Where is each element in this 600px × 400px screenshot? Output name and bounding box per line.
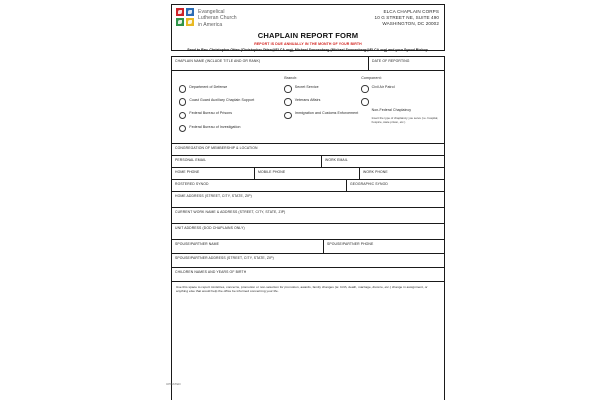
work-email-field[interactable] bbox=[322, 156, 443, 167]
selection-area bbox=[172, 71, 444, 143]
congregation-field[interactable] bbox=[172, 144, 443, 155]
spouse-address-row bbox=[172, 254, 444, 268]
corps-address-line-1: ELCA CHAPLAIN CORPS bbox=[383, 9, 439, 14]
corps-address-line-3: WASHINGTON, DC 20002 bbox=[382, 21, 439, 27]
radio-icon[interactable] bbox=[179, 85, 186, 92]
name-date-row bbox=[172, 57, 444, 71]
option-label: Federal Bureau of Investigation bbox=[189, 124, 241, 129]
option-federal-bureau-of-investigation[interactable] bbox=[179, 125, 284, 133]
home-address-label: HOME ADDRESS (STREET, CITY, STATE, ZIP) bbox=[175, 193, 252, 198]
option-immigration-customs-enforcement[interactable] bbox=[284, 111, 361, 119]
home-phone-field[interactable] bbox=[172, 168, 255, 179]
home-address-field[interactable] bbox=[172, 192, 443, 207]
phone-row bbox=[172, 168, 444, 180]
email-row bbox=[172, 156, 444, 168]
option-secret-service[interactable] bbox=[284, 85, 361, 93]
option-label: Veterans Affairs bbox=[294, 98, 321, 103]
geographic-synod-field[interactable] bbox=[347, 180, 443, 191]
branch-heading: Branch: bbox=[284, 76, 298, 80]
logo-line-2: Lutheran Church bbox=[198, 15, 237, 22]
spouse-address-label: SPOUSE/PARTNER ADDRESS (STREET, CITY, STATE, ZIP) bbox=[175, 255, 274, 260]
logo-line-1: Evangelical bbox=[198, 9, 225, 15]
rostered-synod-field[interactable] bbox=[172, 180, 347, 191]
work-phone-label: WORK PHONE bbox=[363, 169, 388, 174]
elca-logo-icon bbox=[176, 8, 195, 27]
option-sublabel: Insert the type of chaplaincy you serve (i.e. hospital, hospice, state prison, etc.) bbox=[371, 116, 439, 124]
home-address-row bbox=[172, 192, 444, 207]
corps-address-line-2: 10 G STREET NE, SUITE 490 bbox=[374, 15, 439, 21]
option-label: Immigration and Customs Enforcement bbox=[294, 111, 359, 116]
spouse-name-label: SPOUSE/PARTNER NAME bbox=[175, 241, 219, 246]
logo-line-3: in America bbox=[198, 21, 223, 28]
option-label: Secret Service bbox=[294, 85, 319, 89]
date-of-reporting-label: DATE OF REPORTING bbox=[372, 59, 410, 63]
children-label: CHILDREN NAMES AND YEARS OF BIRTH bbox=[175, 269, 247, 274]
unit-address-field[interactable] bbox=[172, 224, 443, 239]
unit-address-row bbox=[172, 224, 444, 239]
work-email-label: WORK EMAIL bbox=[325, 157, 348, 162]
section-membership bbox=[172, 144, 444, 208]
radio-icon[interactable] bbox=[284, 85, 291, 92]
header-top-row bbox=[172, 5, 444, 31]
corps-address bbox=[375, 9, 439, 28]
work-phone-field[interactable] bbox=[360, 168, 443, 179]
mobile-phone-label: MOBILE PHONE bbox=[258, 169, 286, 174]
footer-code: UPDATED bbox=[166, 382, 181, 386]
children-row bbox=[172, 268, 444, 281]
spouse-phone-field[interactable] bbox=[324, 240, 443, 253]
current-work-field[interactable] bbox=[172, 208, 443, 223]
congregation-row bbox=[172, 144, 444, 156]
notes-instructions: Use this space to report ministries, concerns, promotion or non-selection for promotion, awards, family changes (ie: birth, death, marriage, divorce, etc.) change in assignment, or anything else that would help the office be informed concerning your life. bbox=[176, 284, 428, 294]
rostered-synod-label: ROSTERED SYNOD bbox=[175, 181, 209, 186]
component-heading: Component: bbox=[361, 76, 382, 80]
elca-logo-wordmark bbox=[198, 8, 237, 28]
section-notes bbox=[172, 282, 444, 400]
mobile-phone-field[interactable] bbox=[255, 168, 360, 179]
option-veterans-affairs[interactable] bbox=[284, 98, 361, 106]
due-date-notice: REPORT IS DUE ANNUALLY IN THE MONTH OF YOUR BIRTH bbox=[254, 42, 362, 47]
option-text-group bbox=[372, 98, 440, 124]
geographic-synod-label: GEOGRAPHIC SYNOD bbox=[350, 181, 388, 186]
radio-icon[interactable] bbox=[361, 98, 368, 105]
personal-email-field[interactable] bbox=[172, 156, 322, 167]
spouse-address-field[interactable] bbox=[172, 254, 443, 267]
page-title: CHAPLAIN REPORT FORM bbox=[257, 31, 359, 40]
chaplain-name-field[interactable] bbox=[172, 57, 369, 70]
date-of-reporting-field[interactable] bbox=[369, 57, 443, 70]
radio-icon[interactable] bbox=[284, 98, 291, 105]
spouse-phone-label: SPOUSE/PARTNER PHONE bbox=[327, 241, 374, 246]
section-work bbox=[172, 208, 444, 240]
section-family bbox=[172, 240, 444, 282]
spouse-row bbox=[172, 240, 444, 254]
document-header bbox=[171, 4, 445, 51]
radio-icon[interactable] bbox=[179, 125, 186, 132]
radio-icon[interactable] bbox=[361, 85, 368, 92]
personal-email-label: PERSONAL EMAIL bbox=[175, 157, 207, 162]
option-civil-air-patrol[interactable] bbox=[361, 85, 440, 93]
option-coast-guard-auxiliary[interactable] bbox=[179, 98, 284, 106]
notes-field[interactable] bbox=[172, 282, 444, 400]
agency-column bbox=[176, 76, 284, 138]
submission-instructions: Send to Rev. Christopher Otten (Christopher.Otten@ELCA.org), Michael Sonnenberg (Michael.Sonnenberg@ELCA.org) and your Synod Bishop. bbox=[187, 48, 429, 53]
option-label: Civil Air Patrol bbox=[371, 85, 395, 89]
agency-heading bbox=[179, 76, 284, 81]
option-label: Non-Federal Chaplaincy bbox=[371, 108, 412, 113]
radio-icon[interactable] bbox=[179, 112, 186, 119]
option-label: Coast Guard Auxiliary Chaplain Support bbox=[189, 98, 255, 103]
component-column bbox=[361, 76, 440, 138]
home-phone-label: HOME PHONE bbox=[175, 169, 200, 174]
current-work-row bbox=[172, 208, 444, 224]
unit-address-label: UNIT ADDRESS (DOD CHAPLAINS ONLY) bbox=[175, 225, 245, 230]
option-label: Department of Defense bbox=[189, 85, 228, 89]
option-label: Federal Bureau of Prisons bbox=[189, 111, 233, 116]
branch-column bbox=[284, 76, 361, 138]
option-department-of-defense[interactable] bbox=[179, 85, 284, 93]
option-federal-bureau-of-prisons[interactable] bbox=[179, 111, 284, 119]
elca-logo bbox=[176, 8, 237, 28]
current-work-label: CURRENT WORK NAME & ADDRESS (STREET, CITY, STATE, ZIP) bbox=[175, 209, 286, 214]
congregation-label: CONGREGATION OF MEMBERSHIP & LOCATION bbox=[175, 145, 258, 150]
spouse-name-field[interactable] bbox=[172, 240, 324, 253]
form-body bbox=[171, 56, 445, 400]
synod-row bbox=[172, 180, 444, 192]
radio-icon[interactable] bbox=[179, 98, 186, 105]
option-non-federal-chaplaincy[interactable] bbox=[361, 98, 440, 124]
children-field[interactable] bbox=[172, 268, 443, 281]
radio-icon[interactable] bbox=[284, 112, 291, 119]
section-identity bbox=[172, 57, 444, 144]
chaplain-name-label: CHAPLAIN NAME (INCLUDE TITLE AND OR RANK) bbox=[175, 59, 261, 63]
